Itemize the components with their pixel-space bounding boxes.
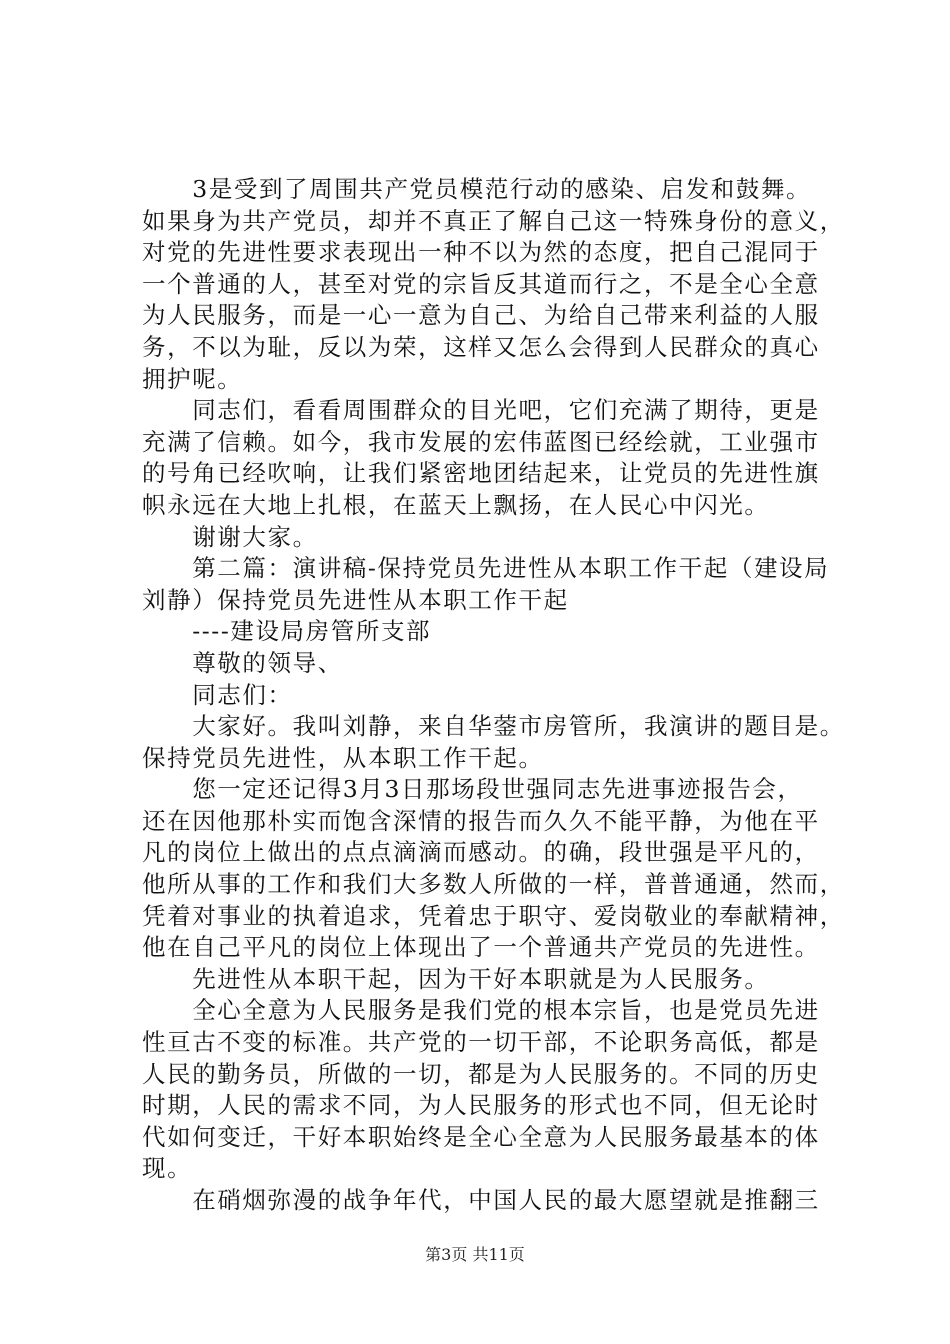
text-line: 凭着对事业的执着追求，凭着忠于职守、爱岗敬业的奉献精神， (142, 901, 845, 930)
text-line: 他所从事的工作和我们大多数人所做的一样，普普通通，然而， (142, 870, 845, 899)
text-line: 时期，人民的需求不同，为人民服务的形式也不同，但无论时 (142, 1091, 820, 1120)
text-line: 务，不以为耻，反以为荣，这样又怎么会得到人民群众的真心 (142, 332, 820, 361)
text-line: 充满了信赖。如今，我市发展的宏伟蓝图已经绘就，工业强市 (142, 427, 820, 456)
text-line: ----建设局房管所支部 (142, 617, 432, 646)
text-line: 拥护呢。 (142, 364, 243, 393)
text-line: 您一定还记得3月3日那场段世强同志先进事迹报告会， (142, 775, 803, 804)
text-line: 为人民服务，而是一心一意为自己、为给自己带来利益的人服 (142, 301, 820, 330)
text-line: 代如何变迁，干好本职始终是全心全意为人民服务最基本的体 (142, 1122, 820, 1151)
page-footer: 第3页 共11页 (425, 1245, 525, 1264)
text-line: 如果身为共产党员，却并不真正了解自己这一特殊身份的意义， (142, 206, 845, 235)
text-line: 帜永远在大地上扎根，在蓝天上飘扬，在人民心中闪光。 (142, 490, 770, 519)
text-line: 大家好。我叫刘静，来自华蓥市房管所，我演讲的题目是。 (142, 712, 845, 741)
text-line: 3是受到了周围共产党员模范行动的感染、启发和鼓舞。 (142, 175, 812, 203)
text-line: 同志们： (142, 680, 293, 709)
text-line: 对党的先进性要求表现出一种不以为然的态度，把自己混同于 (142, 238, 820, 267)
text-line: 他在自己平凡的岗位上体现出了一个普通共产党员的先进性。 (142, 933, 820, 962)
text-line: 还在因他那朴实而饱含深情的报告而久久不能平静，为他在平 (142, 806, 820, 835)
text-line: 尊敬的领导、 (142, 648, 343, 677)
section-heading: 第二篇：演讲稿-保持党员先进性从本职工作干起（建设局 (142, 554, 830, 583)
text-line: 性亘古不变的标准。共产党的一切干部，不论职务高低，都是 (142, 1028, 820, 1057)
text-line: 先进性从本职干起，因为干好本职就是为人民服务。 (142, 964, 770, 993)
section-heading: 刘静）保持党员先进性从本职工作干起 (142, 585, 569, 614)
text-line: 一个普通的人，甚至对党的宗旨反其道而行之，不是全心全意 (142, 269, 820, 298)
document-body (142, 174, 845, 1217)
text-line: 的号角已经吹响，让我们紧密地团结起来，让党员的先进性旗 (142, 459, 820, 488)
text-line: 人民的勤务员，所做的一切，都是为人民服务的。不同的历史 (142, 1059, 820, 1088)
text-line: 现。 (142, 1154, 193, 1183)
text-line: 谢谢大家。 (142, 522, 318, 551)
text-line: 凡的岗位上做出的点点滴滴而感动。的确，段世强是平凡的， (142, 838, 820, 867)
text-line: 在硝烟弥漫的战争年代，中国人民的最大愿望就是推翻三 (142, 1186, 820, 1214)
text-line: 保持党员先进性，从本职工作干起。 (142, 743, 544, 772)
text-line: 同志们，看看周围群众的目光吧，它们充满了期待，更是 (142, 396, 820, 425)
text-line: 全心全意为人民服务是我们党的根本宗旨，也是党员先进 (142, 996, 820, 1025)
